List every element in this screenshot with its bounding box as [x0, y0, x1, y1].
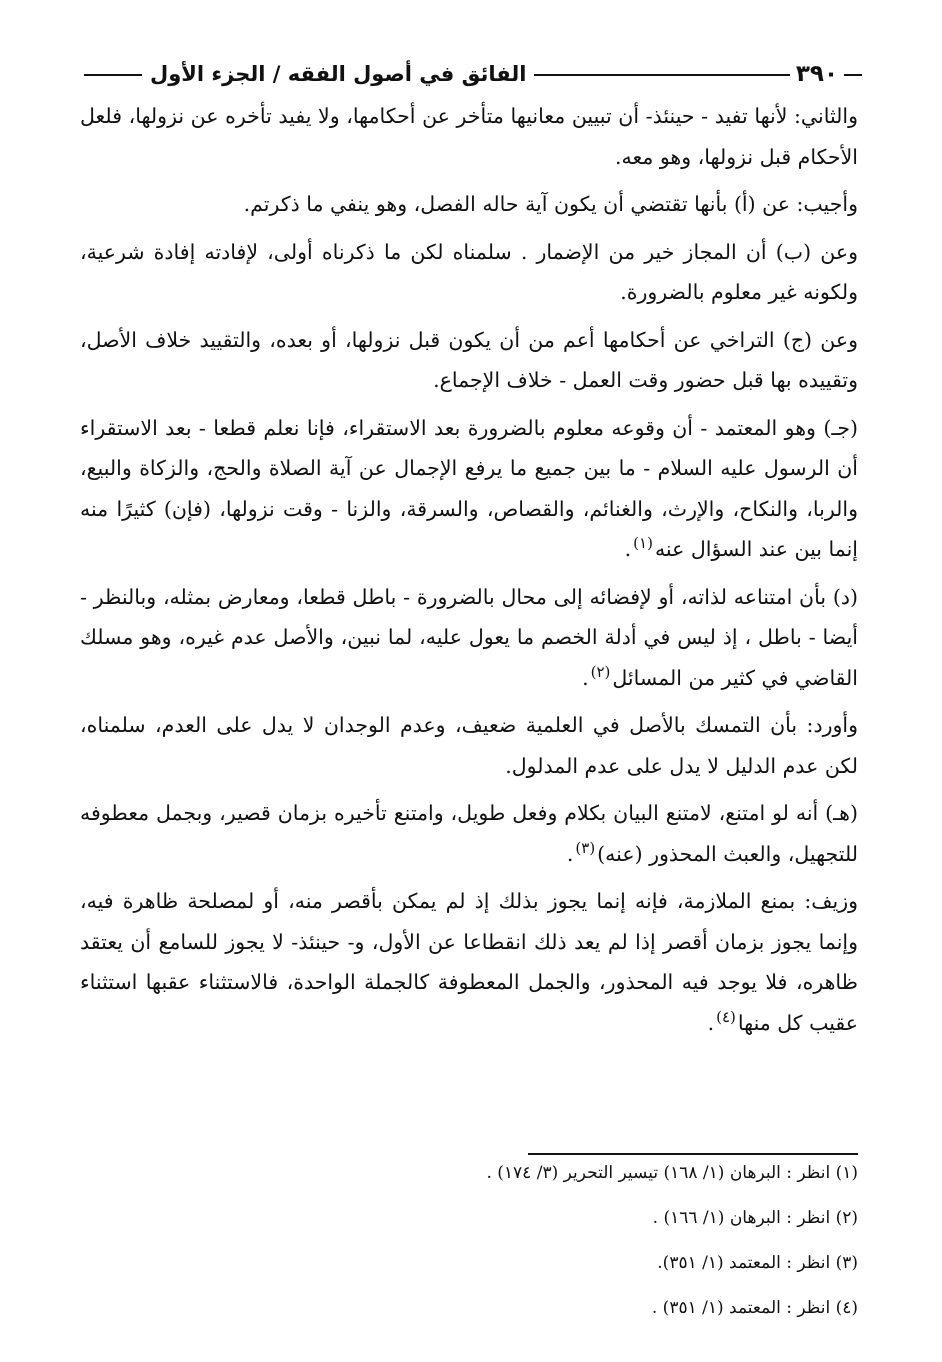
- footnote-reference[interactable]: (٢): [590, 662, 611, 681]
- footnote: (٢) انظر : البرهان (١/ ١٦٦) .: [652, 1208, 858, 1228]
- footnote-reference[interactable]: (١): [633, 534, 653, 552]
- main-text: [80, 96, 858, 1050]
- paragraph: وعن (ب) أن المجاز خير من الإضمار . سلمناه لكن ما ذكرناه أولى، لإفادته إفادة شرعية، ولكونه غير معلوم بالضرورة.: [80, 239, 858, 304]
- footnote-separator: [528, 1153, 858, 1155]
- paragraph: (هـ) أنه لو امتنع، لامتنع البيان بكلام وفعل طويل، وامتنع تأخيره بزمان قصير، وبجمل معطوفه للتجهيل، والعبث المحذور (عنه)$^{(٣)}$.: [80, 801, 858, 866]
- paragraph: والثاني: لأنها تفيد - حينئذ- أن تبيين معانيها متأخر عن أحكامها، ولا يفيد تأخره عن نزولها، فلعل الأحكام قبل نزولها، وهو معه.: [80, 104, 858, 169]
- footnote: (١) انظر : البرهان (١/ ١٦٨) تيسير التحرير (٣/ ١٧٤) .: [486, 1163, 858, 1183]
- footnote: (٣) انظر : المعتمد (١/ ٣٥١).: [657, 1253, 858, 1273]
- footnote: (٤) انظر : المعتمد (١/ ٣٥١) .: [651, 1298, 858, 1318]
- paragraph: وزيف: بمنع الملازمة، فإنه إنما يجوز بذلك إذ لم يمكن بأقصر منه، أو لمصلحة ظاهرة فيه، وإنما يجوز بزمان أقصر إذا لم يعد ذلك انقطاعا عن الأول، و- حينئذ- لا يجوز للسامع أن يعتقد ظاهره، فلا يوجد فيه المحذور، والجمل المعطوفة كالجملة الواحدة، فالاستثناء عقبها استثناء عقيب كل منها$^{(٤)}$.: [80, 889, 858, 1035]
- book-title: الفائق في أصول الفقه / الجزء الأول: [142, 56, 534, 92]
- page-number: ٣٩٠: [790, 56, 844, 92]
- running-header: [84, 56, 862, 96]
- paragraph: (جـ) وهو المعتمد - أن وقوعه معلوم بالضرورة بعد الاستقراء، فإنا نعلم قطعا - بعد الاستقراء أن الرسول عليه السلام - ما بين جميع ما يرفع الإجمال عن آية الصلاة والحج، والزكاة والبيع، والربا، والنكاح، والإرث، والغنائم، والقصاص، والسرقة، والزنا - وقت نزولها، (فإن) كثيرًا منه إنما بين عند السؤال عنه$^{(١)}$.: [80, 415, 858, 561]
- footnote-reference[interactable]: (٤): [716, 1007, 736, 1026]
- footnote-reference[interactable]: (٣): [575, 838, 596, 857]
- paragraph: (د) بأن امتناعه لذاته، أو لإفضائه إلى محال بالضرورة - باطل قطعا، ومعارض بمثله، وبالنظر - أيضا - باطل ، إذ ليس في أدلة الخصم ما يعول عليه، لما نبين، والأصل عدم غيره، وهو مسلك القاضي في كثير من المسائل$^{(٢)}$.: [80, 584, 858, 690]
- paragraph: وأورد: بأن التمسك بالأصل في العلمية ضعيف، وعدم الوجدان لا يدل على العدم، سلمناه، لكن عدم الدليل لا يدل على عدم المدلول.: [80, 713, 858, 778]
- paragraph: وعن (ج) التراخي عن أحكامها أعم من أن يكون قبل نزولها، أو بعده، والتقييد خلاف الأصل، وتقييده بها قبل حضور وقت العمل - خلاف الإجماع.: [80, 327, 858, 392]
- footnotes: [80, 1162, 858, 1342]
- paragraph: وأجيب: عن (أ) بأنها تقتضي أن يكون آية حاله الفصل، وهو ينفي ما ذكرتم.: [243, 192, 858, 216]
